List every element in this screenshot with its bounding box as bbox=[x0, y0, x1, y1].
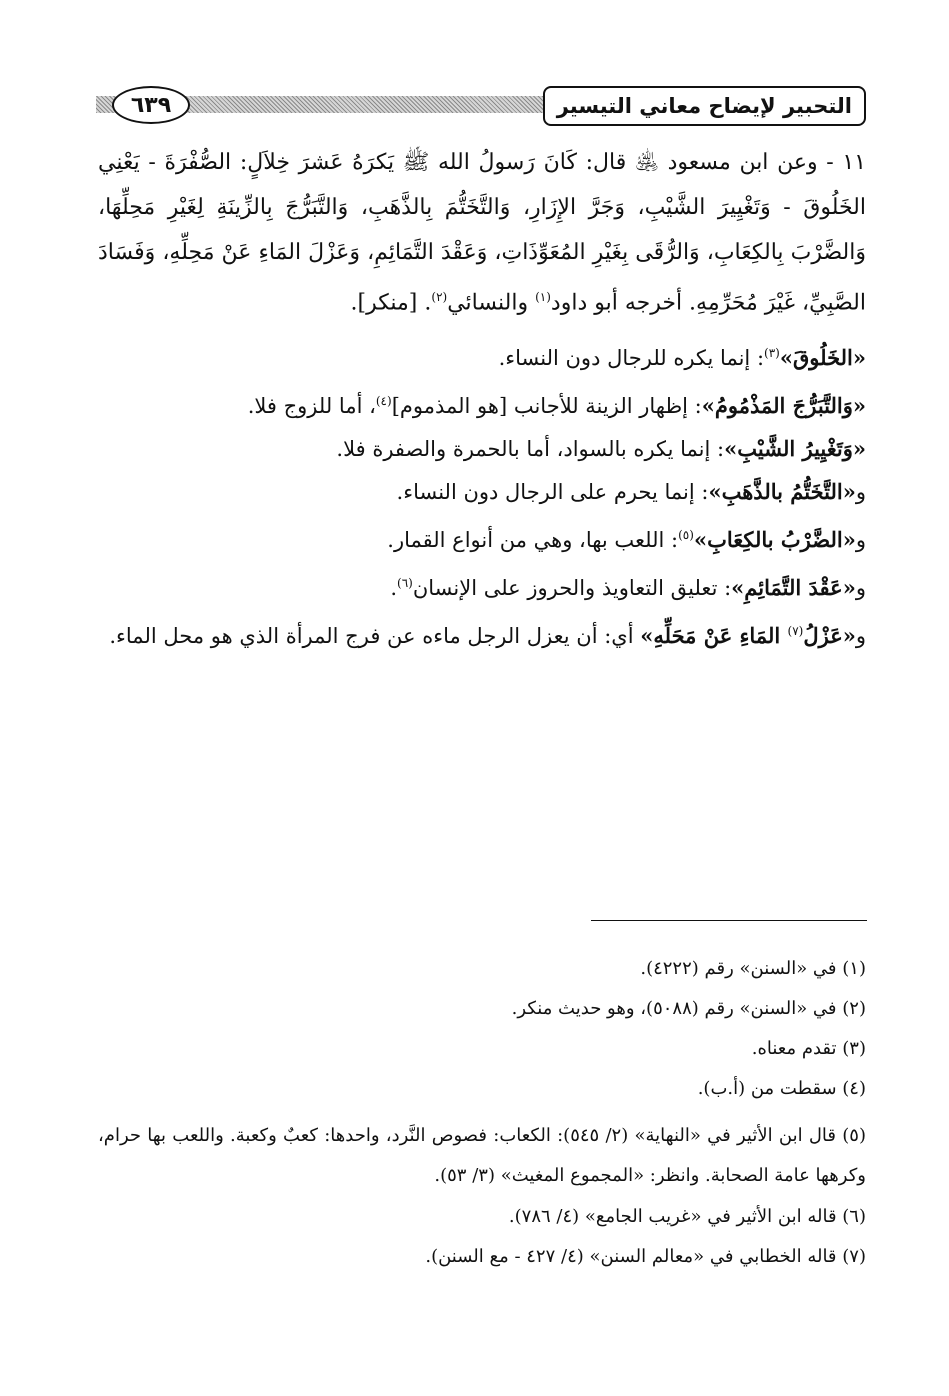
hadith-text: وعن ابن مسعود ﵁ قال: كَانَ رَسولُ الله ﷺ يَكرَهُ عَشرَ خِلاَلٍ: الصُّفْرَةَ - يَعْنِي الخَلُوقَ - وَتَغْيِيرَ الشَّيْبِ، وَجَرَّ الإِزَارِ، وَالتَّخَتُّمَ بِالذَّهَبِ، وَالتَّبَرُّجَ بِالزِّينَةِ لِغَيْرِ مَحِلِّهَا، وَالضَّرْبَ بِالكِعَابِ، وَالرُّقَى بِغَيْرِ المُعَوِّذَاتِ، وَعَقْدَ التَّمَائِمِ، وَعَزْلَ المَاءِ عَنْ مَحِلِّهِ، وَفَسَادَ الصَّبِيِّ، غَيْرَ مُحَرِّمِهِ. أخرجه أبو داود bbox=[98, 150, 866, 316]
footnote-2: (٢) في «السنن» رقم (٥٠٨٨)، وهو حديث منكر. bbox=[511, 998, 866, 1019]
book-title: التحبير لإيضاح معاني التيسير bbox=[543, 86, 866, 126]
footnote-marker-5[interactable]: (٥) bbox=[678, 528, 694, 543]
gloss-text: : إنما يحرم على الرجال دون النساء. bbox=[396, 480, 709, 505]
gloss-text: : إنما يكره للرجال دون النساء. bbox=[498, 346, 765, 371]
page-header bbox=[96, 86, 866, 126]
gloss-azl bbox=[98, 616, 866, 651]
footnotes bbox=[98, 956, 866, 1284]
footnote-5: (٥) قال ابن الأثير في «النهاية» (٢/ ٥٤٥): الكعاب: فصوص النَّرد، واحدها: كعبٌ وكعبة. واللعب بها حرام، وكرهها عامة الصحابة. وانظر: «المجموع المغيث» (٣/ ٥٣). bbox=[98, 1125, 866, 1186]
footnote-4: (٤) سقطت من (أ.ب). bbox=[697, 1078, 866, 1099]
hadith-text-mid: والنسائي bbox=[447, 290, 536, 316]
gloss-taghyir-shayb bbox=[98, 434, 866, 464]
gloss-term: «الضَّرْبُ بالكِعَابِ» bbox=[693, 527, 856, 553]
page-number: ٦٣٩ bbox=[112, 86, 190, 124]
gloss-term: «عَقْدَ التَّمَائِمِ» bbox=[731, 575, 856, 601]
hadith-grade: . [منكر]. bbox=[350, 290, 432, 316]
gloss-term: «عَزْلُ bbox=[803, 623, 856, 649]
footnote-marker-7[interactable]: (٧) bbox=[787, 624, 804, 639]
footnote-marker-2[interactable]: (٢) bbox=[431, 290, 448, 304]
gloss-text: أي: أن يعزل الرجل ماءه عن فرج المرأة الذي هو محل الماء. bbox=[109, 624, 641, 649]
gloss-prefix: و bbox=[855, 624, 866, 649]
gloss-term: «وَتَغْيِيرُ الشَّيْبِ» bbox=[724, 436, 866, 462]
gloss-text: : تعليق التعاويذ والحروز على الإنسان bbox=[412, 576, 732, 601]
hadith-paragraph bbox=[98, 140, 866, 325]
gloss-term-cont: المَاءِ عَنْ مَحَلِّهِ» bbox=[640, 623, 788, 649]
footnote-marker-3[interactable]: (٣) bbox=[764, 346, 780, 361]
gloss-tamaim bbox=[98, 568, 866, 603]
gloss-tabarruj bbox=[98, 386, 866, 421]
gloss-prefix: و bbox=[855, 528, 866, 553]
gloss-term: «وَالتَّبَرُّجَ المَذْمُومُ» bbox=[701, 393, 866, 419]
gloss-prefix: و bbox=[855, 480, 866, 505]
footnote-marker-1[interactable]: (١) bbox=[535, 290, 551, 304]
footnote-separator bbox=[591, 920, 867, 921]
footnote-marker-6[interactable]: (٦) bbox=[397, 576, 413, 591]
gloss-term: «الخَلُوقَ» bbox=[779, 345, 866, 371]
gloss-text: : اللعب بها، وهي من أنواع القمار. bbox=[387, 528, 679, 553]
gloss-text-end: . bbox=[390, 576, 397, 601]
gloss-text: : إنما يكره بالسواد، أما بالحمرة والصفرة فلا. bbox=[336, 437, 725, 462]
footnote-1: (١) في «السنن» رقم (٤٢٢٢). bbox=[640, 958, 866, 979]
gloss-text: : إظهار الزينة للأجانب [هو المذموم] bbox=[391, 394, 702, 419]
hadith-number: ١١ - bbox=[826, 150, 866, 175]
gloss-takhattum bbox=[98, 477, 866, 507]
gloss-khaluq bbox=[98, 338, 866, 373]
footnote-6: (٦) قاله ابن الأثير في «غريب الجامع» (٤/ ٧٨٦). bbox=[508, 1206, 866, 1227]
gloss-kiab bbox=[98, 520, 866, 555]
footnote-3: (٣) تقدم معناه. bbox=[751, 1038, 866, 1059]
gloss-term: «التَّخَتُّمُ بالذَّهَبِ» bbox=[708, 479, 856, 505]
gloss-text-end: ، أما للزوج فلا. bbox=[247, 394, 376, 419]
footnote-marker-4[interactable]: (٤) bbox=[375, 394, 392, 409]
footnote-7: (٧) قاله الخطابي في «معالم السنن» (٤/ ٤٢٧ - مع السنن). bbox=[425, 1246, 866, 1267]
main-text bbox=[98, 140, 866, 651]
gloss-prefix: و bbox=[855, 576, 866, 601]
